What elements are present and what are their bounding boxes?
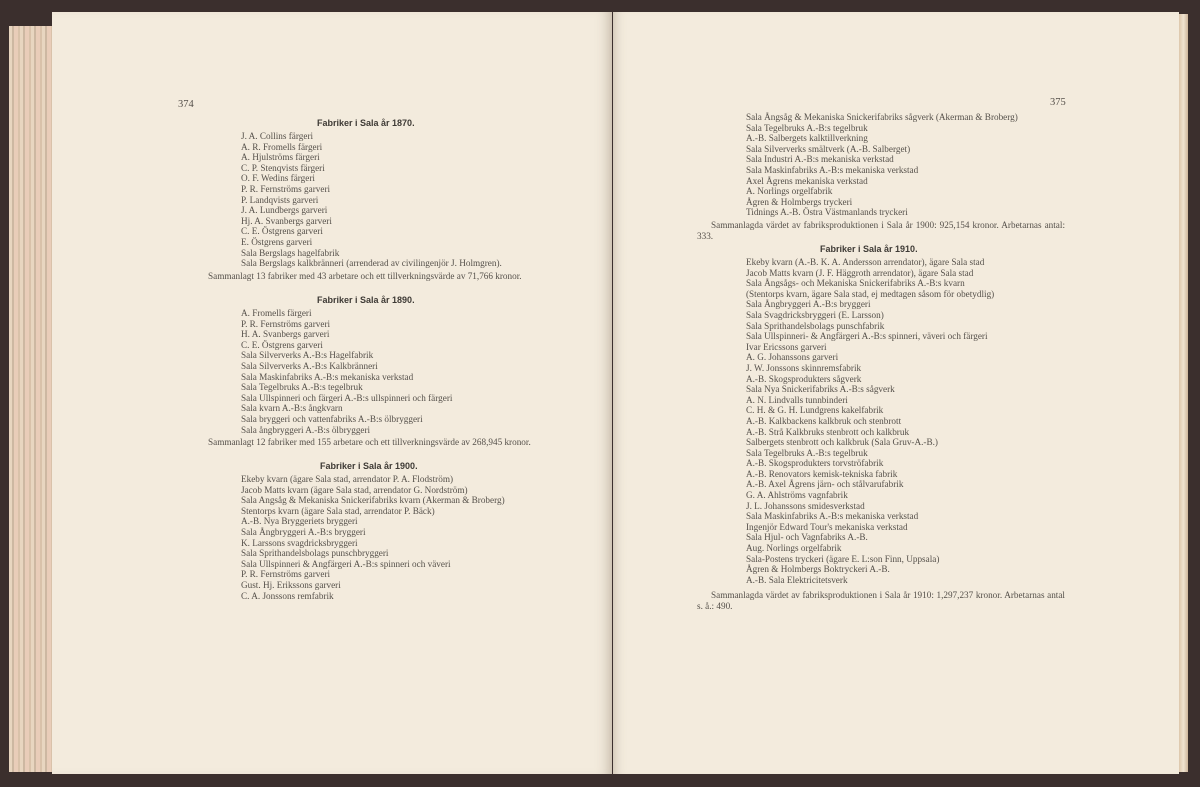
list-item: E. Östgrens garveri (241, 236, 313, 247)
summary-1910: Sammanlagda värdet av fabriksproduktionen i Sala år 1910: 1,297,237 kronor. Arbetarnas antal s. å.: 490. (697, 590, 1065, 611)
list-item: Axel Ågrens mekaniska verkstad (746, 175, 868, 186)
list-item: Sala ångbryggeri A.-B:s ölbryggeri (241, 424, 371, 435)
factory-list-1900-continued (746, 112, 1018, 218)
list-item: Ivar Ericssons garveri (746, 341, 827, 352)
section-title-1870: Fabriker i Sala år 1870. (317, 118, 415, 128)
book-page-edges-right (1179, 14, 1188, 772)
list-item: Sala Maskinfabriks A.-B:s mekaniska verkstad (746, 511, 919, 522)
list-item: A.-B. Sala Elektricitetsverk (746, 574, 848, 585)
list-item: Sala Bergslags hagelfabrik (241, 247, 340, 258)
list-item: Ingenjör Edward Tour's mekaniska verkstad (746, 521, 908, 532)
list-item: A.-B. Axel Ågrens järn- och stålvarufabrik (746, 479, 904, 490)
list-item: C. A. Jonssons remfabrik (241, 590, 334, 601)
list-item: C. E. Östgrens garveri (241, 226, 323, 237)
list-item: P. R. Fernströms garveri (241, 569, 331, 580)
list-item: Sala Ångbryggeri A.-B:s bryggeri (241, 526, 366, 537)
list-item: H. A. Svanbergs garveri (241, 329, 330, 340)
list-item: A.-B. Nya Bryggeriets bryggeri (241, 516, 358, 527)
summary-1900: Sammanlagda värdet av fabriksproduktionen i Sala år 1900: 925,154 kronor. Arbetarnas antal: 333. (697, 220, 1065, 241)
list-item: Sala bryggeri och vattenfabriks A.-B:s ölbryggeri (241, 413, 423, 424)
list-item: Sala Angsåg & Mekaniska Snickerifabriks kvarn (Akerman & Broberg) (241, 495, 505, 506)
list-item: A. G. Johanssons garveri (746, 352, 839, 363)
list-item: Sala Ullspinneri- & Angfärgeri A.-B:s spinneri, väveri och färgeri (746, 331, 988, 342)
list-item: Sala Silververks A.-B:s Hagelfabrik (241, 350, 374, 361)
list-item: Sala Industri A.-B:s mekaniska verkstad (746, 154, 894, 165)
list-item: Ekeby kvarn (ägare Sala stad, arrendator P. A. Flodström) (241, 474, 454, 484)
list-item: Hj. A. Svanbergs garveri (241, 215, 332, 226)
list-item: Sala Silververks A.-B:s Kalkbränneri (241, 360, 378, 371)
section-title-1910: Fabriker i Sala år 1910. (820, 244, 918, 254)
page-number-left: 374 (178, 99, 194, 110)
list-item: C. P. Stenqvists färgeri (241, 162, 325, 173)
list-item: C. E. Östgrens garveri (241, 339, 323, 350)
list-item: J. A. Collins färgeri (241, 131, 314, 141)
list-item: Jacob Matts kvarn (J. F. Häggroth arrendator), ägare Sala stad (746, 267, 974, 278)
list-item: Sala Ullspinneri och färgeri A.-B:s ullspinneri och färgeri (241, 392, 453, 403)
list-item: Sala Hjul- och Vagnfabriks A.-B. (746, 532, 868, 543)
summary-1870: Sammanlagt 13 fabriker med 43 arbetare och ett tillverkningsvärde av 71,766 kronor. (208, 271, 522, 281)
list-item: Sala Silververks smältverk (A.-B. Salberget) (746, 143, 911, 154)
list-item: Ågren & Holmbergs Boktryckeri A.-B. (746, 564, 890, 575)
list-item: A.-B. Strå Kalkbruks stenbrott och kalkbruk (746, 426, 910, 437)
list-item: A.-B. Salbergets kalktillverkning (746, 133, 868, 144)
list-item: Sala Tegelbruks A.-B:s tegelbruk (746, 122, 868, 133)
factory-list-1910 (746, 257, 994, 585)
list-item: K. Larssons svagdricksbryggeri (241, 537, 358, 548)
factory-list-1900 (241, 474, 505, 601)
list-item: Sala Ångsåg & Mekaniska Snickerifabriks sågverk (Akerman & Broberg) (746, 112, 1018, 122)
list-item: Salbergets stenbrott och kalkbruk (Sala Gruv-A.-B.) (746, 437, 938, 448)
list-item: Gust. Hj. Erikssons garveri (241, 579, 341, 590)
list-item: Sala Svagdricksbryggeri (E. Larsson) (746, 309, 884, 320)
list-item: P. R. Fernströms garveri (241, 318, 331, 329)
list-item: Sala Maskinfabriks A.-B:s mekaniska verkstad (746, 164, 919, 175)
list-item: Sala Bergslags kalkbränneri (arrenderad av civilingenjör J. Holmgren). (241, 258, 502, 269)
list-item: C. H. & G. H. Lundgrens kakelfabrik (746, 405, 884, 416)
book-page-edges-left (9, 26, 53, 772)
section-title-1900: Fabriker i Sala år 1900. (320, 461, 418, 471)
list-item: A. N. Lindvalls tunnbinderi (746, 394, 848, 405)
list-item: J. L. Johanssons smidesverkstad (746, 500, 865, 511)
list-item: A.-B. Skogsprodukters torvströfabrik (746, 458, 884, 469)
list-item: Sala Nya Snickerifabriks A.-B:s sågverk (746, 384, 895, 395)
list-item: A.-B. Renovators kemisk-tekniska fabrik (746, 468, 898, 479)
list-item: J. A. Lundbergs garveri (241, 205, 328, 216)
list-item: Sala Tegelbruks A.-B:s tegelbruk (241, 382, 363, 393)
factory-list-1890 (241, 308, 452, 435)
list-item: Aug. Norlings orgelfabrik (746, 543, 842, 554)
list-item: A. R. Fromells färgeri (241, 141, 323, 152)
list-item: Sala Ångsågs- och Mekaniska Snickerifabriks A.-B:s kvarn (746, 278, 965, 289)
list-item: Sala Sprithandelsbolags punschbryggeri (241, 548, 389, 559)
list-item: J. W. Jonssons skinnremsfabrik (746, 362, 862, 373)
list-item: A. Fromells färgeri (241, 308, 312, 318)
list-item: Sala Ångbryggeri A.-B:s bryggeri (746, 299, 871, 310)
list-item: Ågren & Holmbergs tryckeri (746, 196, 853, 207)
section-title-1890: Fabriker i Sala år 1890. (317, 295, 415, 305)
list-item: P. Landqvists garveri (241, 194, 319, 205)
list-item: A. Hjulströms färgeri (241, 152, 320, 163)
list-item: G. A. Ahlströms vagnfabrik (746, 490, 848, 501)
list-item: Sala kvarn A.-B:s ångkvarn (241, 403, 343, 414)
factory-list-1870 (241, 131, 502, 269)
list-item: Sala Sprithandelsbolags punschfabrik (746, 320, 885, 331)
list-item: Tidnings A.-B. Östra Västmanlands tryckeri (746, 207, 908, 218)
list-item: P. R. Fernströms garveri (241, 183, 331, 194)
list-item: Sala Maskinfabriks A.-B:s mekaniska verkstad (241, 371, 414, 382)
page-number-right: 375 (1050, 97, 1066, 108)
list-item: Sala-Postens tryckeri (ägare E. L:son Finn, Uppsala) (746, 553, 940, 564)
list-item: (Stentorps kvarn, ägare Sala stad, ej medtagen såsom för obetydlig) (746, 288, 995, 299)
list-item: Sala Tegelbruks A.-B:s tegelbruk (746, 447, 868, 458)
list-item: O. F. Wedins färgeri (241, 173, 315, 184)
list-item: A. Norlings orgelfabrik (746, 186, 833, 197)
list-item: Stentorps kvarn (ägare Sala stad, arrendator P. Bäck) (241, 505, 435, 516)
summary-1890: Sammanlagt 12 fabriker med 155 arbetare och ett tillverkningsvärde av 268,945 kronor. (208, 437, 531, 447)
list-item: Sala Ullspinneri & Angfärgeri A.-B:s spinneri och väveri (241, 558, 451, 569)
list-item: A.-B. Skogsprodukters sågverk (746, 373, 862, 384)
list-item: Ekeby kvarn (A.-B. K. A. Andersson arrendator), ägare Sala stad (746, 257, 985, 267)
list-item: A.-B. Kalkbackens kalkbruk och stenbrott (746, 415, 902, 426)
list-item: Jacob Matts kvarn (ägare Sala stad, arrendator G. Nordström) (241, 484, 468, 495)
